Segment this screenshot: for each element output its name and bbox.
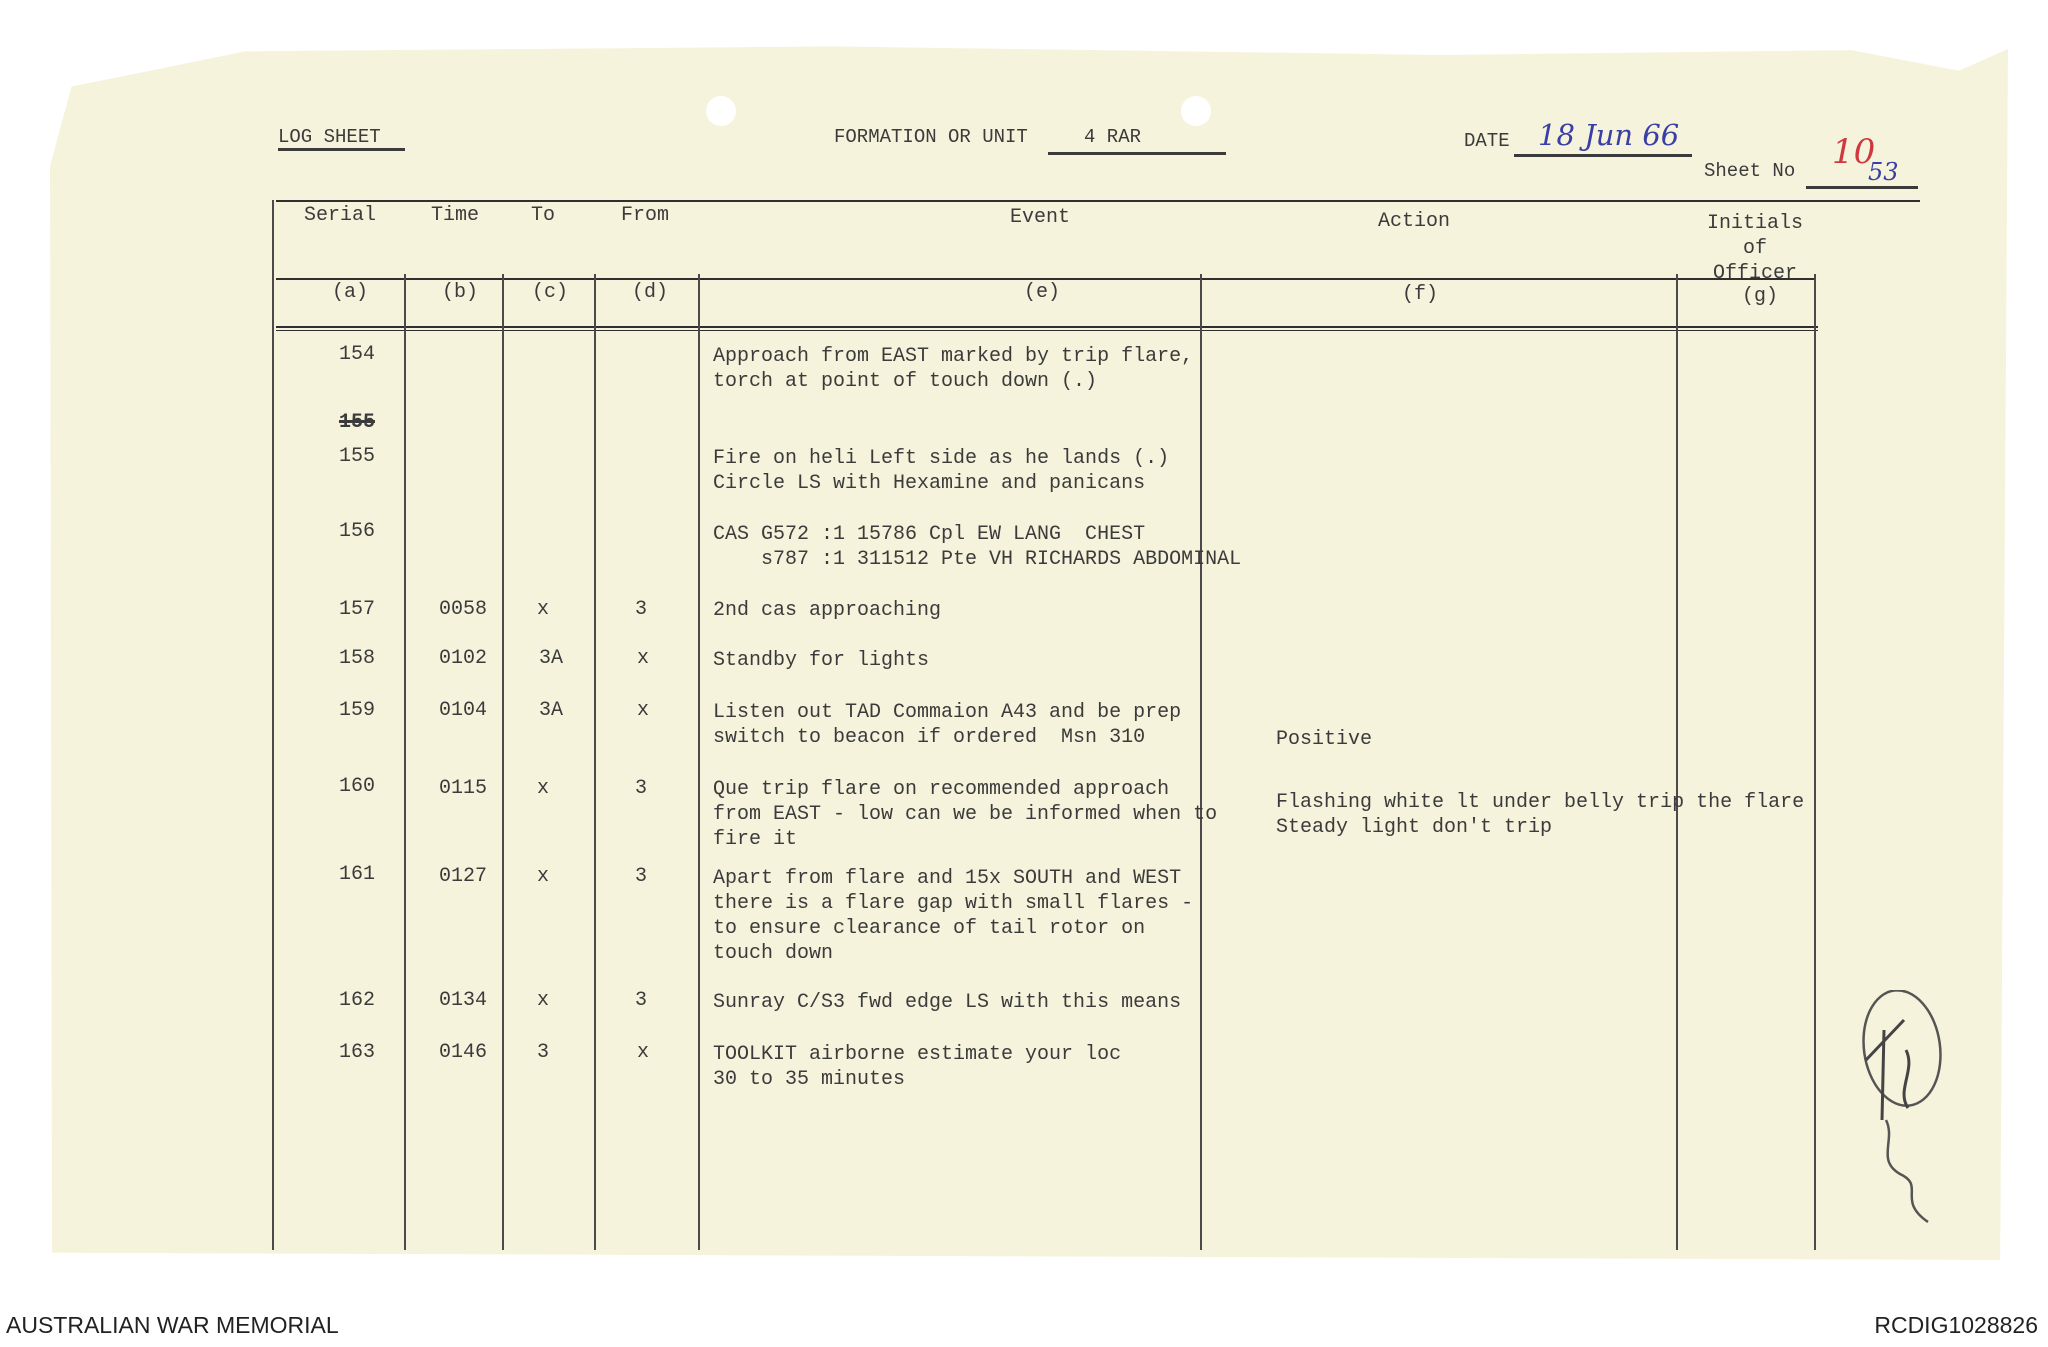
row-to: 3 [536, 1041, 549, 1064]
col-head-time: Time [430, 204, 479, 227]
sheet-no-value: 10 [1832, 132, 1876, 172]
row-event: Approach from EAST marked by trip flare, torch at point of touch down (.) [713, 345, 1194, 393]
col-head-from: From [620, 204, 669, 227]
row-time: 0102 [438, 647, 487, 670]
row-event: 2nd cas approaching [713, 599, 942, 622]
col-head-initials-line1: Initials [1706, 212, 1803, 235]
col-letter-g: (g) [1741, 285, 1778, 308]
row-to: 3A [538, 699, 563, 722]
col-divider-from-event [698, 274, 700, 1250]
sheet-no-alt: 53 [1868, 158, 1899, 186]
formation-value: 4 RAR [1084, 126, 1142, 148]
col-head-action: Action [1377, 210, 1450, 233]
col-letter-c: (c) [531, 281, 568, 304]
row-time: 0127 [438, 865, 487, 888]
row-event: Apart from flare and 15x SOUTH and WEST there is a flare gap with small flares - to ensure clearance of tail rotor on touch down [713, 867, 1194, 965]
row-from: 3 [634, 777, 647, 800]
date-underline [1514, 154, 1692, 157]
row-to: 3A [538, 647, 563, 670]
row-event: Fire on heli Left side as he lands (.) Circle LS with Hexamine and panicans [713, 447, 1170, 495]
col-divider-serial-time [404, 274, 406, 1250]
row-time: 0146 [438, 1041, 487, 1064]
row-event: Standby for lights [713, 649, 930, 672]
col-head-event: Event [1009, 206, 1070, 229]
row-action: Positive [1276, 728, 1373, 751]
row-serial: 156 [338, 520, 375, 543]
col-letter-e: (e) [1023, 281, 1060, 304]
row-from: 3 [634, 598, 647, 621]
header-bottom-rule [276, 326, 1818, 328]
col-head-to: To [530, 204, 555, 227]
row-serial: 159 [338, 699, 375, 722]
col-divider-event-action [1200, 274, 1202, 1250]
punch-hole-left [706, 96, 736, 126]
row-serial: 163 [338, 1041, 375, 1064]
col-letter-a: (a) [331, 281, 368, 304]
date-value: 18 Jun 66 [1538, 118, 1680, 152]
row-from: x [636, 647, 649, 670]
header-mid-rule [276, 278, 1816, 280]
col-divider-action-initials [1676, 274, 1678, 1250]
footer-source: AUSTRALIAN WAR MEMORIAL [6, 1312, 339, 1338]
officer-signature-mark [1836, 990, 1956, 1230]
col-divider-right [1814, 274, 1816, 1250]
col-letter-d: (d) [631, 281, 668, 304]
row-serial: 158 [338, 647, 375, 670]
formation-label: FORMATION OR UNIT [834, 126, 1028, 148]
row-serial: 157 [338, 598, 375, 621]
col-head-initials-line3: Officer [1712, 262, 1797, 285]
col-letter-b: (b) [441, 281, 478, 304]
sheet-no-label: Sheet No [1704, 160, 1796, 182]
row-serial: 161 [338, 863, 375, 886]
table-top-rule [276, 200, 1920, 202]
row-serial: 160 [338, 775, 375, 798]
punch-hole-right [1181, 96, 1211, 126]
header-bottom-rule-2 [276, 330, 1818, 331]
row-event: Listen out TAD Commaion A43 and be prep switch to beacon if ordered Msn 310 [713, 701, 1182, 749]
row-event: TOOLKIT airborne estimate your loc 30 to 35 minutes [713, 1043, 1122, 1091]
col-divider-to-from [594, 274, 596, 1250]
row-from: x [636, 1041, 649, 1064]
row-serial: 162 [338, 989, 375, 1012]
formation-underline [1048, 152, 1226, 155]
row-event: Que trip flare on recommended approach from EAST - low can we be informed when to fire it [713, 778, 1218, 851]
log-sheet-title: LOG SHEET [278, 126, 381, 148]
col-head-serial: Serial [303, 204, 376, 227]
row-event: Sunray C/S3 fwd edge LS with this means [713, 991, 1182, 1014]
col-divider-left [272, 200, 274, 1250]
row-serial-struck: 155 [338, 411, 375, 434]
row-serial: 155 [338, 445, 375, 468]
row-time: 0134 [438, 989, 487, 1012]
row-to: x [536, 865, 549, 888]
row-time: 0058 [438, 598, 487, 621]
footer-record-id: RCDIG1028826 [1874, 1312, 2038, 1338]
col-divider-time-to [502, 274, 504, 1250]
row-action: Flashing white lt under belly trip the flare Steady light don't trip [1276, 791, 1805, 839]
col-letter-f: (f) [1401, 283, 1438, 306]
row-to: x [536, 777, 549, 800]
row-event: CAS G572 :1 15786 Cpl EW LANG CHEST s787 :1 311512 Pte VH RICHARDS ABDOMINAL [713, 523, 1242, 571]
date-label: DATE [1464, 130, 1510, 152]
row-time: 0115 [438, 777, 487, 800]
row-from: 3 [634, 865, 647, 888]
sheet-no-underline [1806, 186, 1918, 189]
row-to: x [536, 989, 549, 1012]
log-sheet-underline [278, 148, 405, 151]
row-time: 0104 [438, 699, 487, 722]
row-from: x [636, 699, 649, 722]
row-serial: 154 [338, 343, 375, 366]
row-to: x [536, 598, 549, 621]
col-head-initials-line2: of [1742, 237, 1767, 260]
row-from: 3 [634, 989, 647, 1012]
